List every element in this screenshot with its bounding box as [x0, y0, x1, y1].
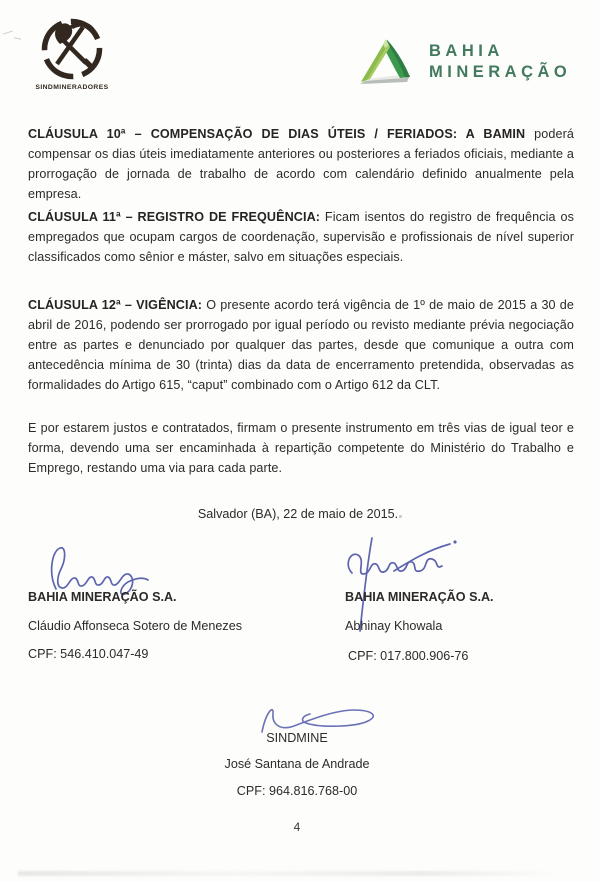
- bamin-wordmark-line1: BAHIA: [429, 42, 504, 60]
- page-number: 4: [293, 820, 301, 834]
- clause-12-heading: CLÁUSULA 12ª – VIGÊNCIA:: [28, 298, 203, 312]
- clause-10-heading: CLÁUSULA 10ª – COMPENSAÇÃO DE DIAS ÚTEIS / FERIADOS: A BAMIN: [28, 127, 526, 141]
- clause-11-paragraph: [28, 207, 574, 267]
- left-signatory-company: BAHIA MINERAÇÃO S.A.: [28, 590, 177, 604]
- clause-11-heading: CLÁUSULA 11ª – REGISTRO DE FREQUÊNCIA:: [28, 210, 321, 224]
- union-signatory-name: José Santana de Andrade: [224, 757, 370, 771]
- clause-11-body: Ficam isentos do registro de frequência os empregados que ocupam cargos de coordenação, supervisão e profissionais de nível superior classificados como sênior e máster, salvo em situações especiais.: [28, 210, 574, 264]
- clause-12-body: O presente acordo terá vigência de 1º de maio de 2015 a 30 de abril de 2016, podendo ser prorrogado por igual período ou revisto mediante prévia negociação entre as partes e denunciado por qualquer das partes, desde que comunique a outra com antecedência mínima de 30 (trinta) dias da data de encerramento pretendida, observadas as formalidades do Artigo 615, “caput” combinado com o Artigo 612 da CLT.: [28, 298, 574, 392]
- left-signatory-cpf: CPF: 546.410.047-49: [28, 647, 149, 661]
- sindmineradores-label: SINDMINERADORES: [35, 84, 109, 91]
- signature-claudio: [46, 543, 158, 597]
- clause-10-body: poderá compensar os dias úteis imediatamente anteriores ou posteriores a feriados oficiais, mediante a prorrogação de jornada de trabalho de acordo com calendário definido anualmente pela empresa.: [28, 127, 574, 201]
- right-signatory-cpf: CPF: 017.800.906-76: [348, 649, 469, 663]
- closing-paragraph: [28, 418, 574, 478]
- union-signatory-cpf: CPF: 964.816.768-00: [236, 784, 358, 798]
- date-line: Salvador (BA), 22 de maio de 2015.: [197, 507, 399, 521]
- right-signatory-name: Abhinay Khowala: [345, 619, 443, 633]
- bamin-wordmark-line2: MINERAÇÃO: [429, 63, 572, 81]
- closing-body: E por estarem justos e contratados, firmam o presente instrumento em três vias de igual teor e forma, devendo uma ser encaminhada à repartição competente do Ministério do Trabalho e Emprego, restando uma via para cada parte.: [28, 421, 574, 475]
- clause-10-paragraph: [28, 124, 574, 204]
- right-signatory-company: BAHIA MINERAÇÃO S.A.: [345, 590, 494, 604]
- left-signatory-name: Cláudio Affonseca Sotero de Menezes: [28, 619, 243, 633]
- union-entity-label: SINDMINE: [266, 731, 328, 745]
- clause-12-paragraph: [28, 295, 574, 395]
- scan-edge-shadow: [18, 871, 558, 876]
- bamin-triangle-icon: [358, 38, 416, 88]
- bamin-logo: [0, 0, 600, 100]
